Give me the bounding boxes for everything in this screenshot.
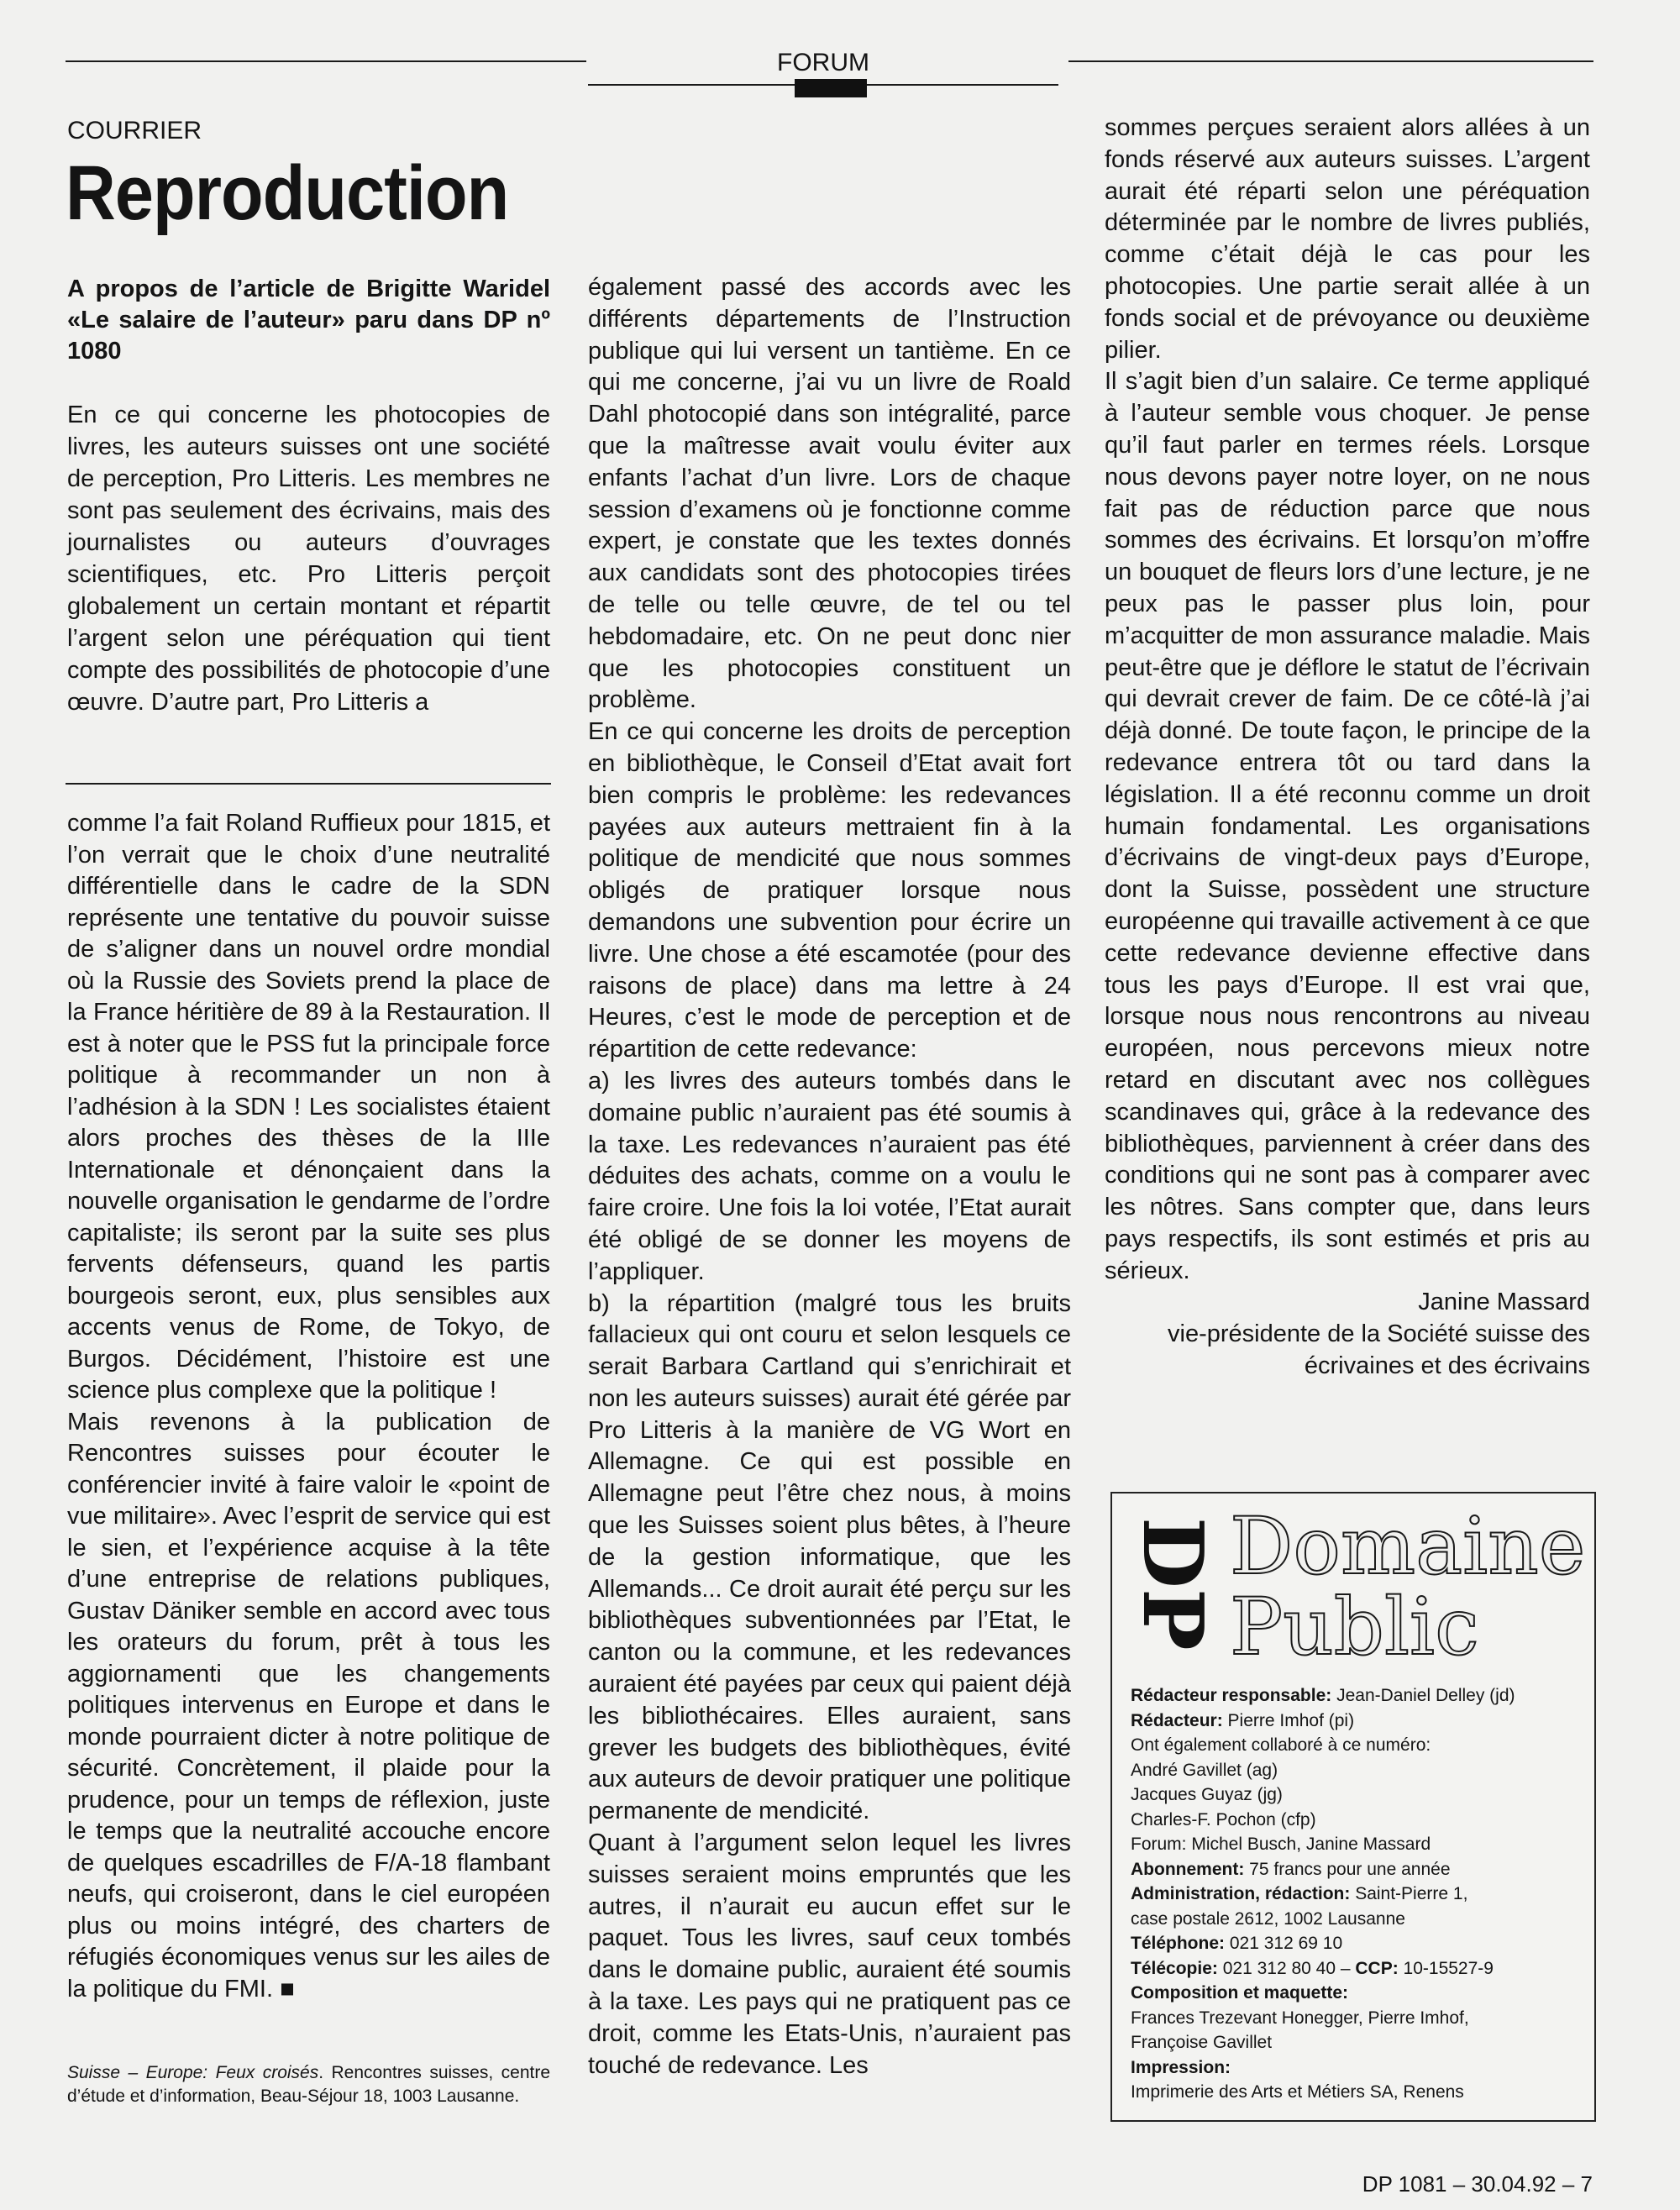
source-title: Suisse – Europe: Feux croisés — [67, 2063, 319, 2082]
paragraph: Mais revenons à la publication de Rencontres suisses pour écouter le conférencier invité à faire valoir le «point de vue militaire». Avec l’esprit de service qui est le sien, et l’expérience acquise à la tête d’une entreprise de relations publiques, Gustav Däniker semble en accord avec tous les orateurs du forum, prêt à tous les aggiornamenti que les changements politiques intervenus en Europe et dans le monde pourraient dicter à notre politique de sécurité. Concrètement, il plaide pour la prudence, pour un temps de réflexion, juste le temps que la neutralité accouche encore de quelques escadrilles de F/A-18 flambant neufs, qui croiseront, dans le ciel européen plus ou moins intégré, des charters de réfugiés économiques venus sur les ailes de la politique du FMI. ■ — [67, 1408, 550, 2003]
masthead-line: Ont également collaboré à ce numéro: — [1131, 1735, 1431, 1755]
signature-role-line-2: écrivaines et des écrivains — [1304, 1352, 1590, 1380]
paragraph: Il s’agit bien d’un salaire. Ce terme appliqué à l’auteur semble vous choquer. Je pense qu’il faut parler en termes réels. Lorsque nous devons payer notre loyer, on ne nous fait pas de réduction parce que nous sommes des écrivains. Et lorsqu’on m’offre un bouquet de fleurs lors d’une lecture, je ne peux pas le passer plus loin, pour m’acquitter de mon assurance maladie. Mais peut-être que je déflore le statut de l’écrivain qui devrait crever de faim. De ce côté-là j’ai déjà donné. De toute façon, le principe de la redevance entrera tôt ou tard dans la législation. Il a été reconnu comme un droit humain fondamental. Les organisations d’écrivains de vingt-deux pays d’Europe, dont la Suisse, possèdent une structure européenne qui travaille activement à ce que cette redevance devienne effective dans tous les pays d’Europe. Il est vrai que, lorsque nous nous rencontrons au niveau européen, nous percevons mieux notre retard en discutant avec nos collègues scandinaves qui, grâce à la redevance des bibliothèques, parviennent à créer dans des conditions qui ne sont pas à comparer avec les nôtres. Sans compter que, dans leurs pays respectifs, ils sont estimés et pris au sérieux. — [1105, 368, 1590, 1284]
paragraph: également passé des accords avec les différents départements de l’Instruction publique qui lui versent un tantième. En ce qui me concerne, j’ai vu un livre de Roald Dahl photocopié dans son intégralité, parce que la maîtresse avait voulu éviter aux enfants l’achat d’un livre. Lors de chaque session d’examens où je fonctionne comme expert, je constate que les textes donnés aux candidats sont des photocopies tirées de telle ou telle œuvre, de tel ou tel hebdomadaire, etc. On ne peut donc nier que les photocopies constituent un problème. — [588, 274, 1071, 714]
domaine-public-wordmark — [1230, 1501, 1586, 1673]
source-details: . Rencontres suisses, centre d’étude et d’information, Beau-Séjour 18, 1003 Lausanne. — [67, 2063, 550, 2106]
continued-column — [67, 808, 550, 2005]
masthead-line: Frances Trezevant Honegger, Pierre Imhof, — [1131, 2008, 1469, 2028]
section-marker — [795, 79, 867, 97]
masthead-line: Françoise Gavillet — [1131, 2033, 1273, 2052]
section-label: FORUM — [777, 49, 869, 76]
masthead-box — [1110, 1492, 1596, 2122]
paragraph: En ce qui concerne les droits de perception en bibliothèque, le Conseil d’Etat avait fort bien compris le problème: les redevances payées aux auteurs mettraient fin à la politique de mendicité que nous sommes obligés de pratiquer lorsque nous demandons une subvention pour écrire un livre. Une chose a été escamotée (pour des raisons de place) dans ma lettre à 24 Heures, c’est le mode de perception et de répartition de cette redevance: — [588, 718, 1071, 1063]
wordmark-line-2: Public — [1230, 1582, 1479, 1673]
article-column-2 — [588, 272, 1071, 2081]
masthead-line: Rédacteur: Pierre Imhof (pi) — [1131, 1710, 1355, 1730]
signature-role-line-1: vie-présidente de la Société suisse des — [1168, 1320, 1590, 1348]
page-folio: DP 1081 – 30.04.92 – 7 — [1362, 2171, 1593, 2197]
dp-logo-letters: DP — [1124, 1517, 1221, 1651]
masthead-line: Téléphone: 021 312 69 10 — [1131, 1934, 1343, 1953]
masthead-line: Administration, rédaction: Saint-Pierre 1, — [1131, 1884, 1468, 1903]
masthead-line: case postale 2612, 1002 Lausanne — [1131, 1908, 1405, 1929]
article-kicker: COURRIER — [67, 117, 202, 144]
article-title: Reproduction — [66, 150, 509, 236]
masthead-line: Forum: Michel Busch, Janine Massard — [1131, 1835, 1431, 1854]
header-rule-right — [1068, 60, 1593, 62]
masthead-line: Impression: — [1131, 2057, 1231, 2077]
paragraph: Quant à l’argument selon lequel les livres suisses seraient moins empruntés que les autres, il n’aurait eu aucun effet sur le paquet. Tous les livres, sauf ceux tombés dans le domaine public, auraient été soumis à la taxe. Les pays qui ne pratiquent pas ce droit, comme les Etats-Unis, n’auraient pas touché de redevance. Les — [588, 1829, 1071, 2079]
masthead-line: Imprimerie des Arts et Métiers SA, Renens — [1131, 2082, 1464, 2102]
paragraph: a) les livres des auteurs tombés dans le domaine public n’auraient pas été soumis à la taxe. Les redevances n’auraient pas été déduites des achats, comme on a voulu le faire croire. Une fois la loi votée, l’Etat aurait été obligé de se donner les moyens de l’appliquer. — [588, 1067, 1071, 1285]
header-rule-left — [66, 60, 586, 62]
paragraph: b) la répartition (malgré tous les bruits fallacieux qui ont couru et selon lesquels ce serait Barbara Cartland qui s’enrichirait et non les auteurs suisses) aurait été gérée par Pro Litteris à la manière de VG Wort en Allemagne. Ce qui est possible en Allemagne peut l’être chez nous, à moins que les Suisses soient plus bêtes, à l’heure de la gestion informatique, que les Allemands... Ce droit aurait été perçu sur les bibliothèques subventionnées par l’Etat, le canton ou la commune, et les redevances auraient été payées par ceux qui paient déjà les bibliothécaires. Elles auraient, sans grever les budgets des bibliothèques, évité aux auteurs de devoir pratiquer une politique permanente de mendicité. — [588, 1289, 1071, 1825]
masthead-line: Jacques Guyaz (jg) — [1131, 1785, 1283, 1804]
signature-name: Janine Massard — [1418, 1289, 1590, 1316]
source-note — [67, 2061, 550, 2108]
dp-logo — [1124, 1517, 1221, 1651]
masthead-line: Charles-F. Pochon (cfp) — [1131, 1809, 1316, 1829]
article-lead: A propos de l’article de Brigitte Waridel «Le salaire de l’auteur» paru dans DP nº 1080 — [67, 276, 550, 365]
masthead-line: Télécopie: 021 312 80 40 – CCP: 10-15527-9 — [1131, 1958, 1494, 1978]
paragraph: sommes perçues seraient alors allées à un fonds réservé aux auteurs suisses. L’argent aurait été réparti selon une péréquation déterminée par le nombre de livres publiés, comme c’était déjà le cas pour les photocopies. Une partie serait allée à un fonds social et de prévoyance ou deuxième pilier. — [1105, 114, 1590, 364]
masthead-line: Rédacteur responsable: Jean-Daniel Delley (jd) — [1131, 1686, 1515, 1705]
article-column-1 — [67, 274, 550, 718]
masthead-line: André Gavillet (ag) — [1131, 1760, 1278, 1780]
paragraph: comme l’a fait Roland Ruffieux pour 1815, et l’on verrait que le choix d’une neutralité différentielle dans le cadre de la SDN représente une tentative du pouvoir suisse de s’aligner dans un nouvel ordre mondial où la Russie des Soviets prend la place de la France héritière de 89 à la Restauration. Il est à noter que le PSS fut la principale force politique à recommander un non à l’adhésion à la SDN ! Les socialistes étaient alors proches des thèses de la IIIe Internationale et dénonçaient dans la nouvelle organisation le gendarme de l’ordre capitaliste; ils seront par la suite ses plus fervents défenseurs, quand les partis bourgeois seront, eux, plus sensibles aux accents venus de Rome, de Tokyo, de Burgos. Décidément, l’histoire est une science plus complexe que la politique ! — [67, 810, 550, 1404]
paragraph: En ce qui concerne les photocopies de livres, les auteurs suisses ont une société de perception, Pro Litteris. Les membres ne sont pas seulement des écrivains, mais des journalistes ou auteurs d’ouvrages scientifiques, etc. Pro Litteris perçoit globalement un certain montant et répartit l’argent selon une péréquation qui tient compte des possibilités de photocopie d’une œuvre. D’autre part, Pro Litteris a — [67, 402, 550, 716]
column-1-divider — [66, 783, 551, 785]
masthead-line: Abonnement: 75 francs pour une année — [1131, 1859, 1451, 1879]
article-column-3 — [1105, 113, 1590, 1383]
masthead-credits — [1131, 1683, 1584, 2105]
masthead-line: Composition et maquette: — [1131, 1983, 1349, 2003]
wordmark-line-1: Domaine — [1230, 1501, 1586, 1593]
